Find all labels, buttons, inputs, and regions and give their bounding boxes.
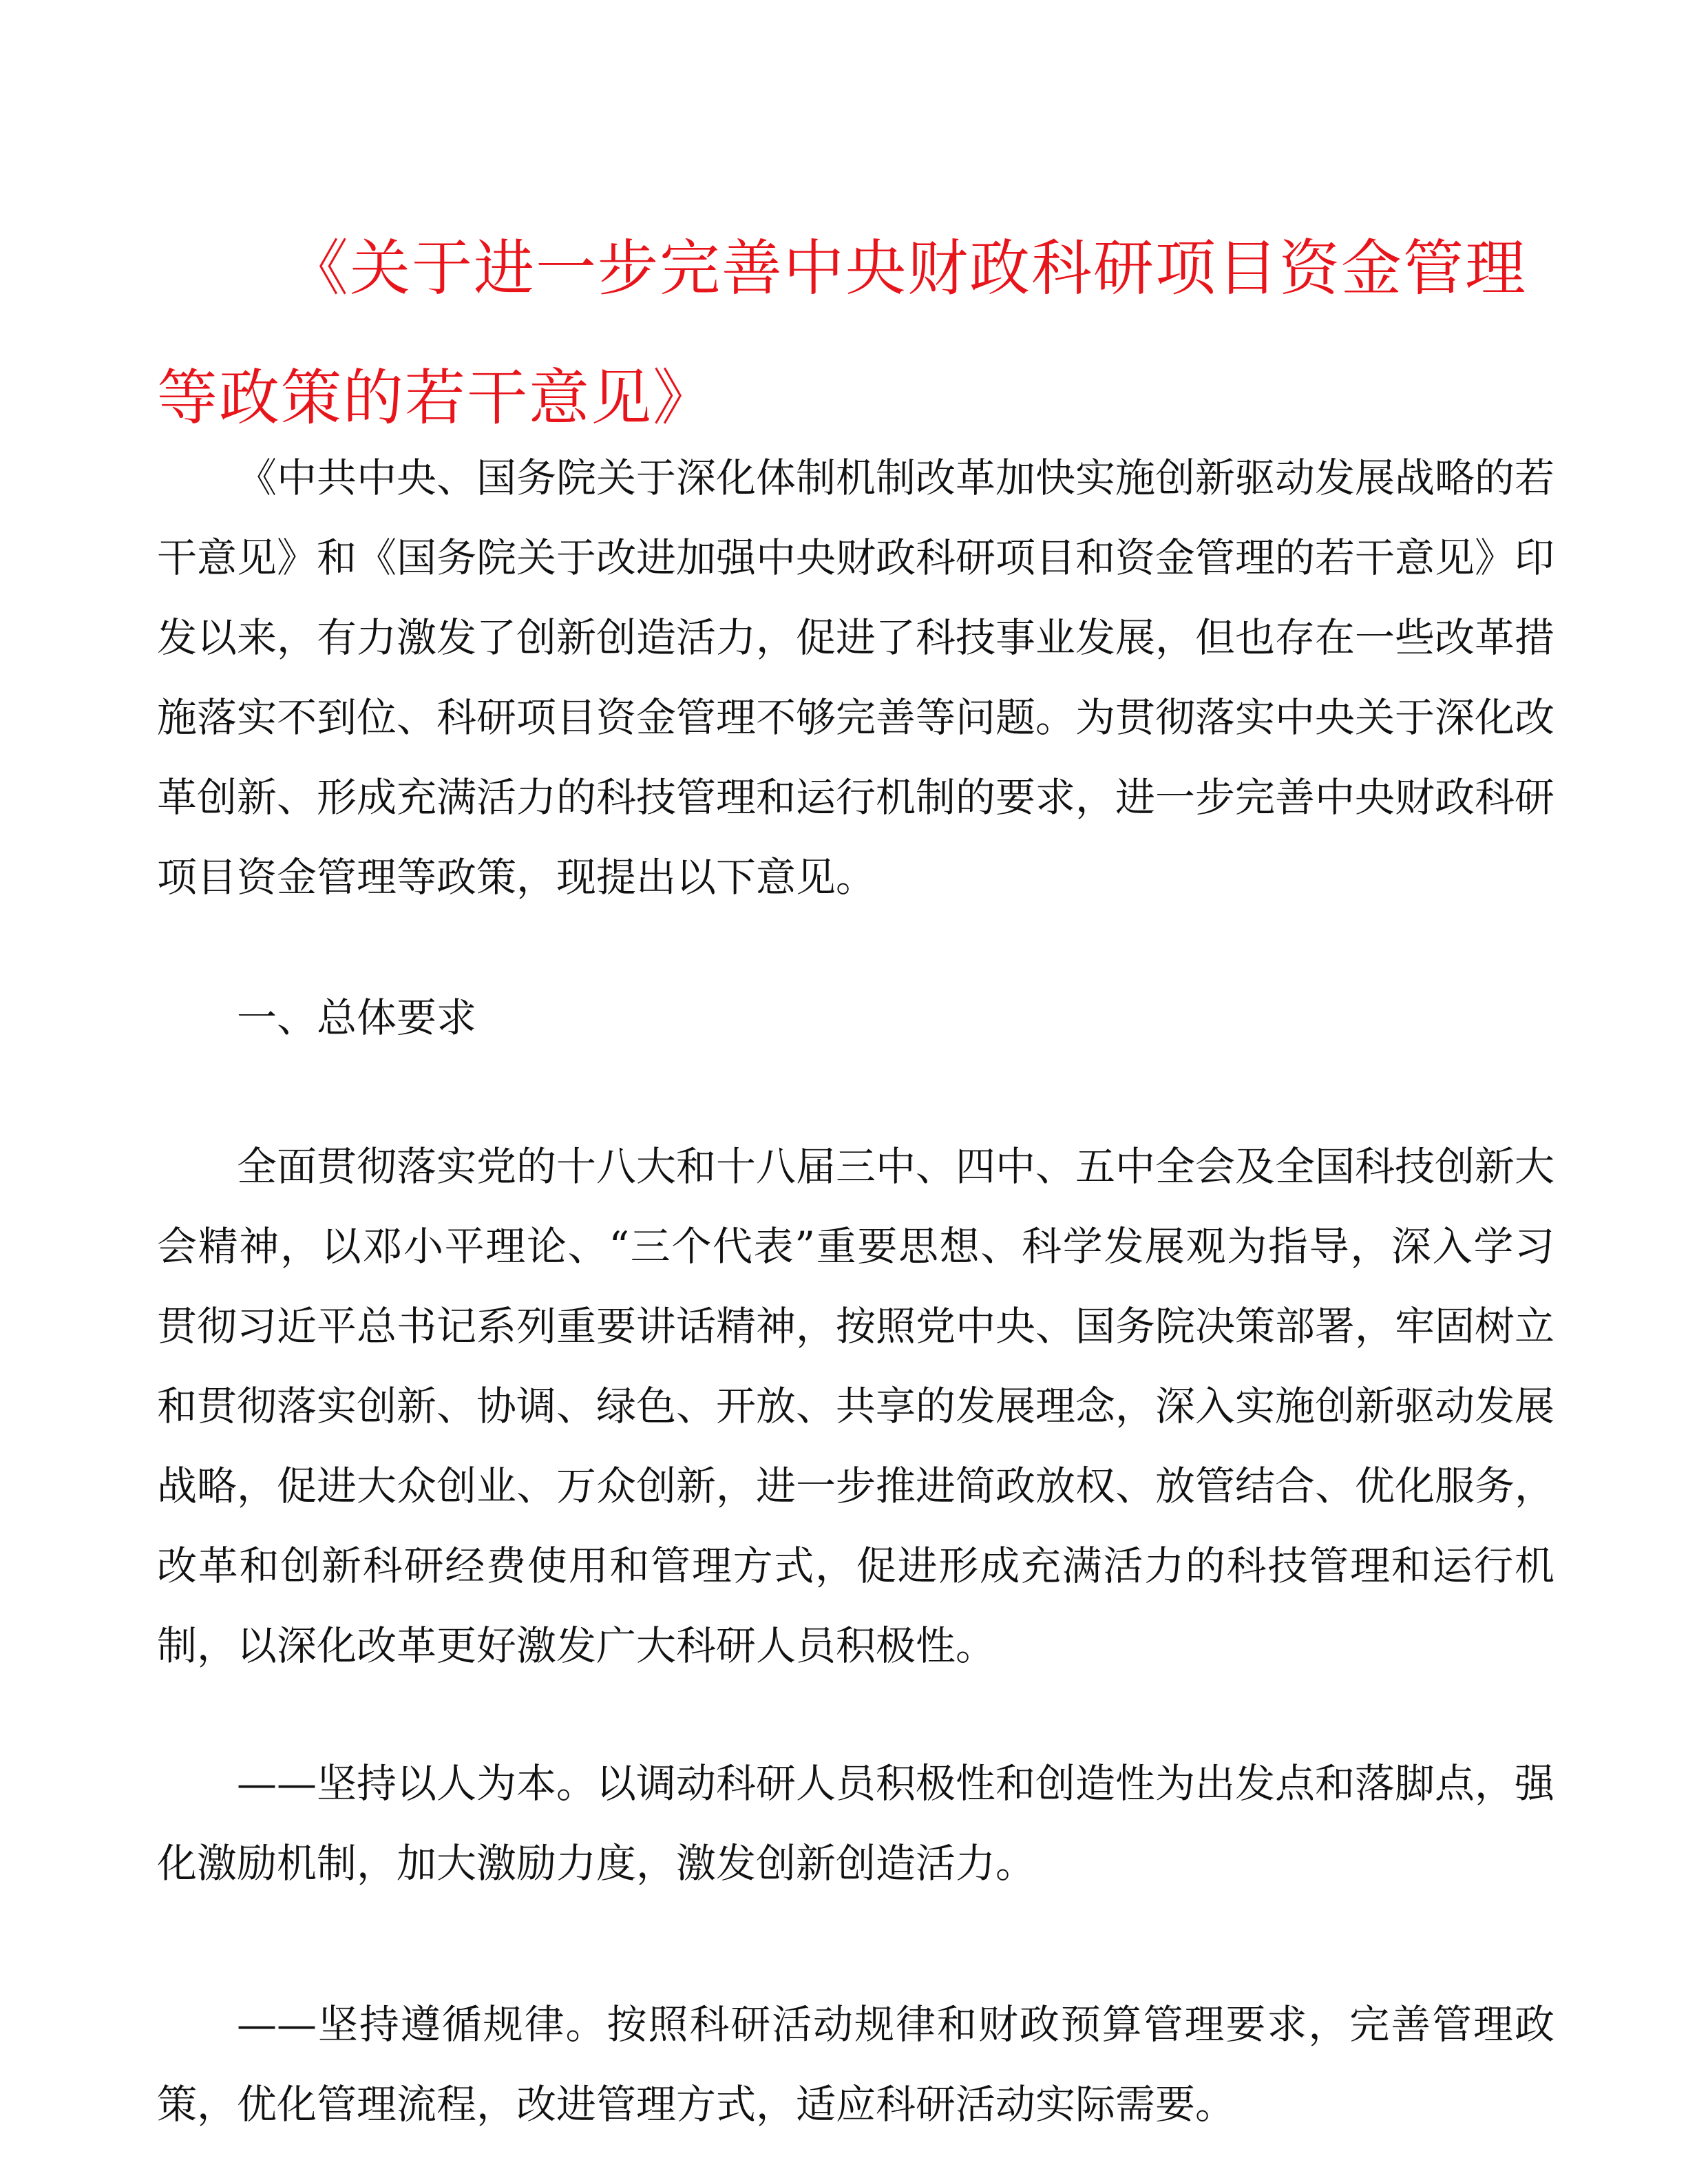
general-requirements-paragraph: 全面贯彻落实党的十八大和十八届三中、四中、五中全会及全国科技创新大会精神，以邓小平理论、“三个代表”重要思想、科学发展观为指导，深入学习贯彻习近平总书记系列重要讲话精神，按照党中央、国务院决策部署，牢固树立和贯彻落实创新、协调、绿色、开放、共享的发展理念，深入实施创新驱动发展战略，促进大众创业、万众创新，进一步推进简政放权、放管结合、优化服务，改革和创新科研经费使用和管理方式，促进形成充满活力的科技管理和运行机制，以深化改革更好激发广大科研人员积极性。 [157,1143,1555,1669]
principle-people-oriented: ——坚持以人为本。以调动科研人员积极性和创造性为出发点和落脚点，强化激励机制，加大激励力度，激发创新创造活力。 [157,1760,1555,1887]
intro-paragraph: 《中共中央、国务院关于深化体制机制改革加快实施创新驱动发展战略的若干意见》和《国务院关于改进加强中央财政科研项目和资金管理的若干意见》印发以来，有力激发了创新创造活力，促进了科技事业发展，但也存在一些改革措施落实不到位、科研项目资金管理不够完善等问题。为贯彻落实中央关于深化改革创新、形成充满活力的科技管理和运行机制的要求，进一步完善中央财政科研项目资金管理等政策，现提出以下意见。 [157,454,1555,901]
principle-follow-rules: ——坚持遵循规律。按照科研活动规律和财政预算管理要求，完善管理政策，优化管理流程，改进管理方式，适应科研活动实际需要。 [157,2001,1554,2128]
section-heading: 一、总体要求 [237,994,477,1041]
document-title: 《关于进一步完善中央财政科研项目资金管理等政策的若干意见》 [157,233,1528,433]
